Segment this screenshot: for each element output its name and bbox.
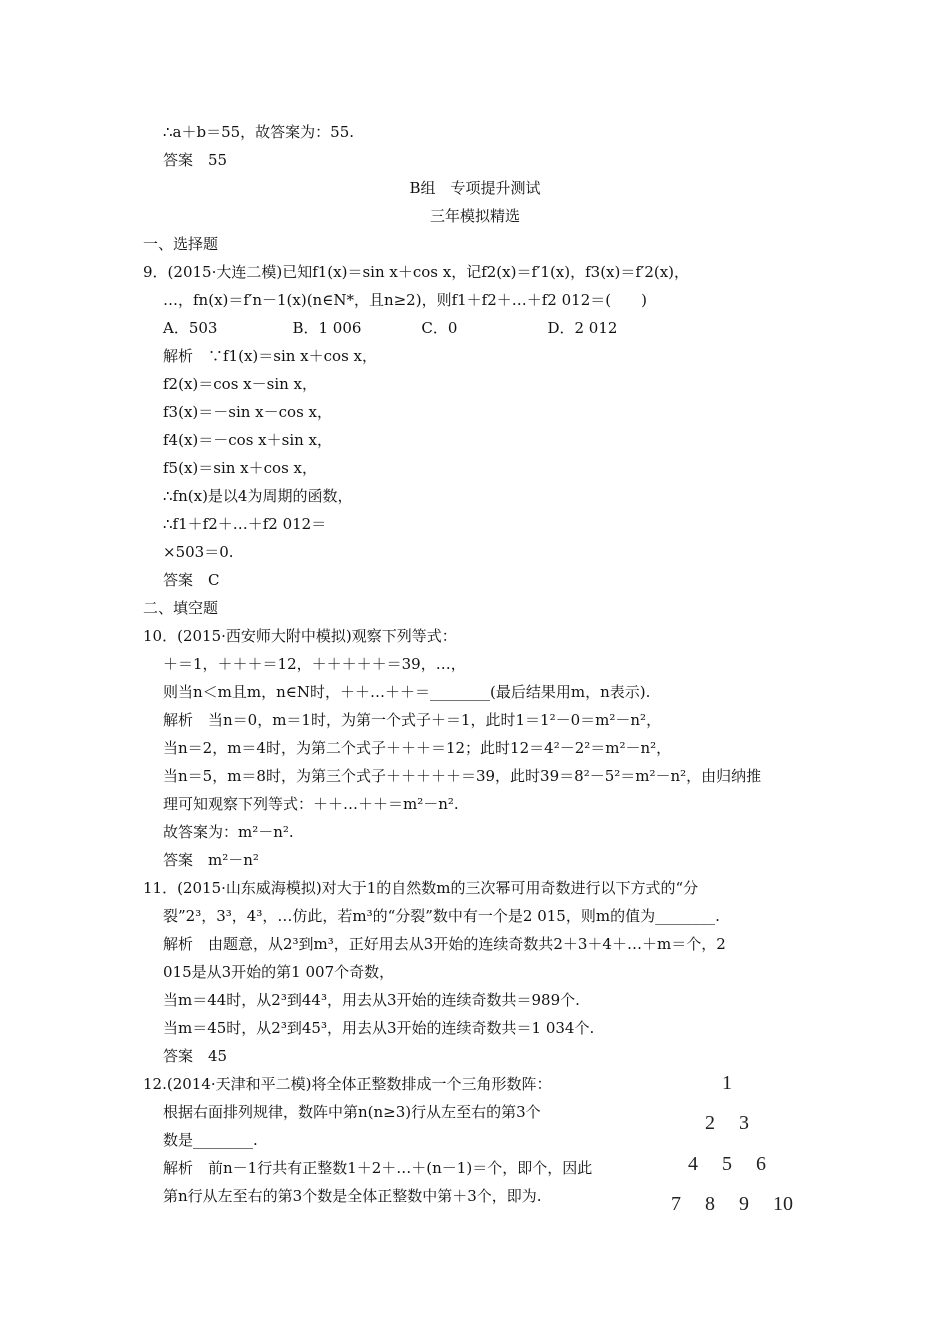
text-line: 答案 m²－n² (163, 851, 259, 869)
text-line: 答案 45 (163, 1047, 228, 1065)
triangle-number: 4 (688, 1153, 698, 1175)
text-line: 解析 前n－1行共有正整数1＋2＋…＋(n－1)＝个，即个，因此 (163, 1159, 593, 1177)
text-line: 二、填空题 (143, 599, 219, 617)
text-line: 根据右面排列规律，数阵中第n(n≥3)行从左至右的第3个 (163, 1103, 541, 1121)
text-line: 当n＝2，m＝4时，为第二个式子＋＋＋＝12；此时12＝4²－2²＝m²－n²， (163, 739, 672, 757)
text-line: 当n＝5，m＝8时，为第三个式子＋＋＋＋＋＝39，此时39＝8²－5²＝m²－n²，由归纳推 (163, 767, 762, 785)
text-line: ＋＝1，＋＋＋＝12，＋＋＋＋＋＝39，…， (163, 655, 466, 673)
text-line: 解析 当n＝0，m＝1时，为第一个式子＋＝1，此时1＝1²－0＝m²－n²， (163, 711, 662, 729)
text-line: 当m＝45时，从2³到45³，用去从3开始的连续奇数共＝1 034个. (163, 1019, 595, 1037)
triangle-number: 5 (722, 1153, 732, 1175)
text-line: 三年模拟精选 (429, 207, 520, 225)
text-line: f3(x)＝－sin x－cos x， (163, 403, 332, 421)
text-line: …，fn(x)＝f′n－1(x)(n∈N*，且n≥2)，则f1＋f2＋…＋f2 012＝( ) (163, 291, 647, 309)
text-line: 当m＝44时，从2³到44³，用去从3开始的连续奇数共＝989个. (163, 991, 580, 1009)
triangle-number: 7 (671, 1193, 681, 1215)
text-line: 12.(2014·天津和平二模)将全体正整数排成一个三角形数阵： (143, 1075, 552, 1093)
text-line: 解析 ∵f1(x)＝sin x＋cos x， (163, 347, 377, 365)
triangle-number: 6 (756, 1153, 766, 1175)
text-line: ∴a＋b＝55，故答案为：55. (163, 123, 355, 141)
text-line: 11．(2015·山东威海模拟)对大于1的自然数m的三次幂可用奇数进行以下方式的“分 (143, 879, 699, 897)
text-line: 10．(2015·西安师大附中模拟)观察下列等式： (143, 627, 457, 645)
text-line: 9．(2015·大连二模)已知f1(x)＝sin x＋cos x，记f2(x)＝f′1(x)，f3(x)＝f′2(x)， (143, 263, 690, 281)
triangle-number: 9 (739, 1193, 749, 1215)
text-line: 裂”2³，3³，4³，…仿此，若m³的“分裂”数中有一个是2 015，则m的值为________. (163, 907, 720, 925)
text-line: 答案 55 (163, 151, 228, 169)
triangle-number: 3 (739, 1112, 749, 1134)
triangle-number: 10 (773, 1193, 793, 1215)
text-line: 第n行从左至右的第3个数是全体正整数中第＋3个，即为. (163, 1187, 542, 1205)
text-line: 故答案为：m²－n². (163, 823, 294, 841)
text-line: A．503 B．1 006 C．0 D．2 012 (163, 319, 618, 337)
text-line: 理可知观察下列等式：＋＋…＋＋＝m²－n². (163, 795, 459, 813)
text-line: B组 专项提升测试 (409, 179, 541, 197)
text-line: 答案 C (163, 571, 220, 589)
triangle-number: 1 (722, 1072, 732, 1094)
text-line: 一、选择题 (143, 235, 219, 253)
text-line: ∴fn(x)是以4为周期的函数， (163, 487, 353, 505)
text-line: f5(x)＝sin x＋cos x， (163, 459, 317, 477)
triangle-number: 2 (705, 1112, 715, 1134)
text-line: f4(x)＝－cos x＋sin x， (163, 431, 332, 449)
text-line: f2(x)＝cos x－sin x， (163, 375, 317, 393)
text-line: 数是________. (163, 1131, 258, 1149)
text-line: 解析 由题意，从2³到m³，正好用去从3开始的连续奇数共2＋3＋4＋…＋m＝个，2 (163, 935, 726, 953)
text-line: 则当n＜m且m，n∈N时，＋＋…＋＋＝________(最后结果用m，n表示). (163, 683, 651, 701)
triangle-number: 8 (705, 1193, 715, 1215)
text-line: ×503＝0. (163, 543, 234, 561)
text-line: ∴f1＋f2＋…＋f2 012＝ (163, 515, 327, 533)
text-line: 015是从3开始的第1 007个奇数， (163, 963, 395, 981)
